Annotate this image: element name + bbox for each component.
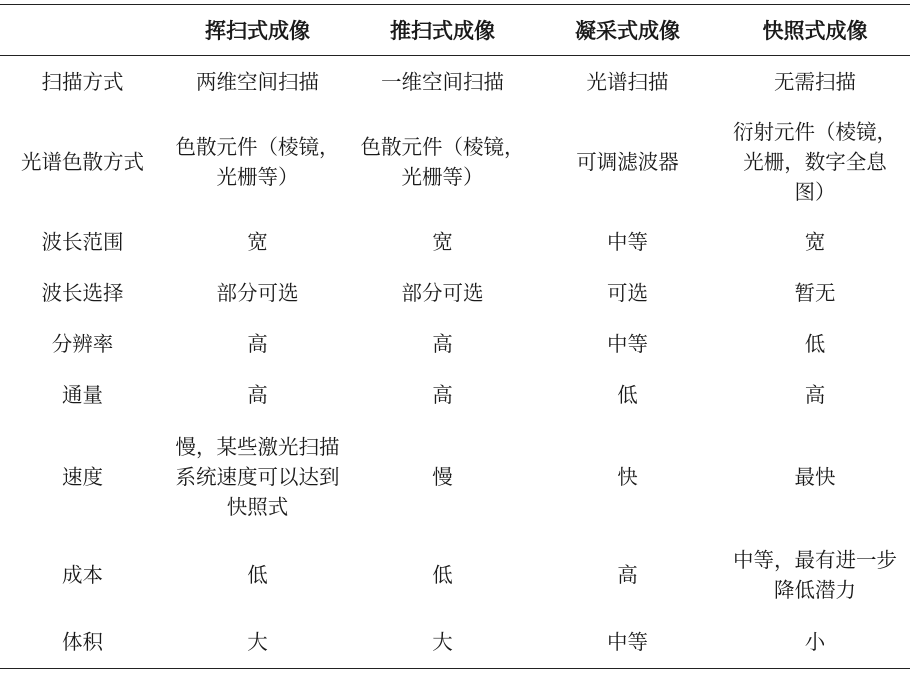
table-row xyxy=(0,420,910,534)
header-cell-snapshot: 快照式成像 xyxy=(762,19,868,43)
table-cell: 衍射元件（棱镜，光栅，数字全息图） xyxy=(733,120,897,204)
row-label: 通量 xyxy=(62,383,103,407)
table-cell: 无需扫描 xyxy=(774,70,856,94)
table-cell: 高 xyxy=(432,383,453,407)
table-cell: 低 xyxy=(247,563,268,587)
table-cell: 可选 xyxy=(607,281,648,305)
table-body xyxy=(0,56,910,669)
row-label: 体积 xyxy=(62,630,103,654)
table-cell: 高 xyxy=(247,383,268,407)
header-cell-corner xyxy=(0,5,165,56)
table-cell: 快 xyxy=(617,465,638,489)
table-row xyxy=(0,268,910,318)
table-cell: 宽 xyxy=(804,230,826,254)
table-cell: 色散元件（棱镜，光栅等） xyxy=(360,135,525,189)
table-cell: 中等，最有进一步降低潜力 xyxy=(733,548,897,602)
header-cell-pushbroom: 推扫式成像 xyxy=(390,19,495,43)
table-cell: 高 xyxy=(432,332,453,356)
table-cell: 中等 xyxy=(607,630,648,654)
table-cell: 低 xyxy=(432,563,453,587)
table-row xyxy=(0,370,910,420)
table-cell: 宽 xyxy=(247,230,268,254)
row-label: 速度 xyxy=(62,465,103,489)
table-cell: 慢，某些激光扫描系统速度可以达到快照式 xyxy=(175,435,340,519)
table-cell: 高 xyxy=(617,563,638,587)
table-cell: 慢 xyxy=(432,465,453,489)
table-cell: 一维空间扫描 xyxy=(381,70,504,94)
table-cell: 色散元件（棱镜，光栅等） xyxy=(175,135,340,189)
table-cell: 中等 xyxy=(607,230,648,254)
table-cell: 暂无 xyxy=(794,281,836,305)
table-cell: 大 xyxy=(247,630,268,654)
table-cell: 最快 xyxy=(794,465,836,489)
header-cell-whiskbroom: 挥扫式成像 xyxy=(205,19,310,43)
comparison-table-container xyxy=(0,4,910,669)
table-row xyxy=(0,108,910,216)
table-cell: 中等 xyxy=(607,332,648,356)
imaging-comparison-table xyxy=(0,4,910,669)
row-label: 波长选择 xyxy=(41,281,124,305)
header-row xyxy=(0,5,910,56)
table-cell: 宽 xyxy=(432,230,453,254)
table-cell: 两维空间扫描 xyxy=(196,70,319,94)
table-cell: 高 xyxy=(804,383,826,407)
table-cell: 高 xyxy=(247,332,268,356)
table-row xyxy=(0,616,910,669)
table-cell: 部分可选 xyxy=(216,281,299,305)
table-row xyxy=(0,534,910,616)
row-label: 成本 xyxy=(62,563,103,587)
table-row xyxy=(0,318,910,370)
table-cell: 小 xyxy=(804,630,826,654)
table-cell: 光谱扫描 xyxy=(586,70,669,94)
row-label: 光谱色散方式 xyxy=(21,150,144,174)
table-row xyxy=(0,56,910,109)
table-row xyxy=(0,216,910,268)
header-cell-staring: 凝采式成像 xyxy=(575,19,680,43)
table-cell: 低 xyxy=(617,383,638,407)
table-header xyxy=(0,5,910,56)
row-label: 扫描方式 xyxy=(41,70,124,94)
table-cell: 部分可选 xyxy=(401,281,484,305)
table-cell: 可调滤波器 xyxy=(576,150,679,174)
table-cell: 大 xyxy=(432,630,453,654)
row-label: 分辨率 xyxy=(51,332,114,356)
row-label: 波长范围 xyxy=(41,230,124,254)
table-cell: 低 xyxy=(804,332,826,356)
